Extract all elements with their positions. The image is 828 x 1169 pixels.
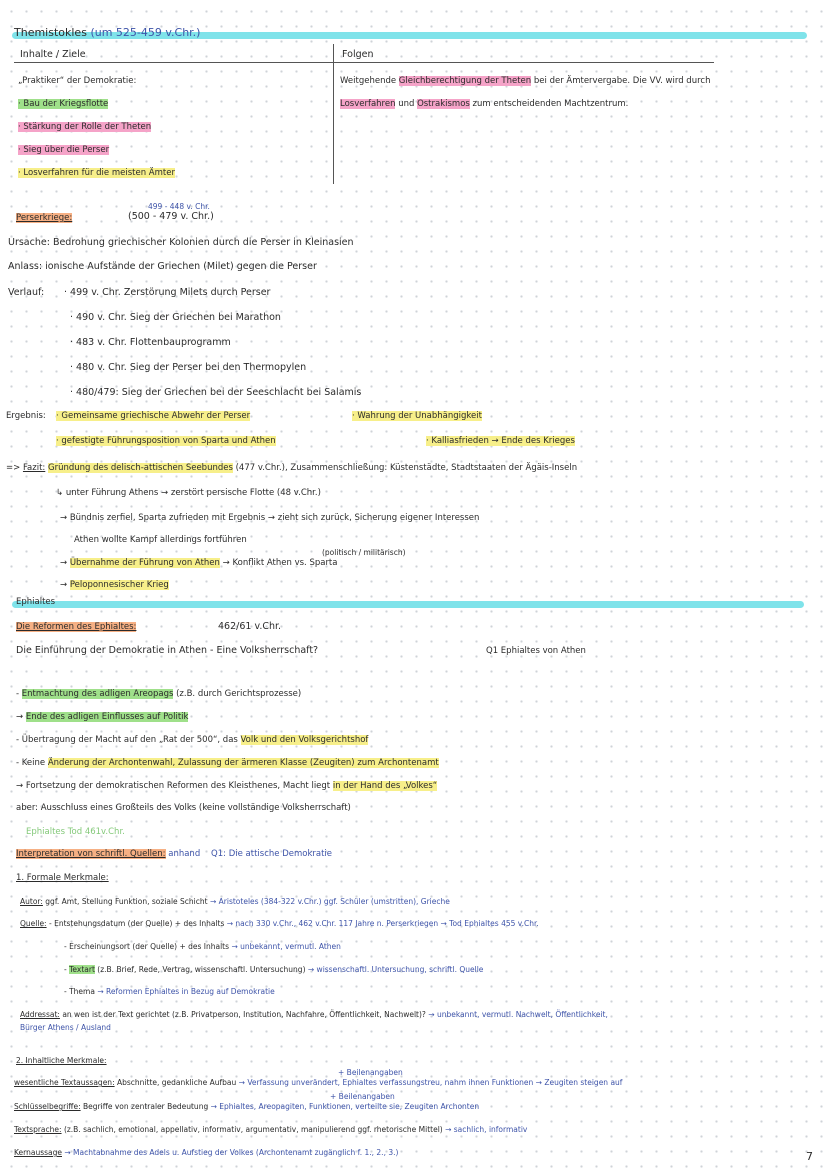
wesent-note: + Beilenangaben xyxy=(338,1068,403,1077)
perser-ursache: Ursache: Bedrohung griechischer Kolonien durch die Perser in Kleinasien xyxy=(8,237,354,248)
perser-ergebnis-1: · Gemeinsame griechische Abwehr der Perser xyxy=(56,411,251,421)
autor-line: Autor: ggf. Amt, Stellung Funktion, soziale Schicht → Aristoteles (384-322 v.Chr.) ggf. Schüler (umstritten), Grieche xyxy=(20,897,450,906)
quelle-line-3: - Textart (z.B. Brief, Rede, Vertrag, wissenschaftl. Untersuchung) → wissenschaftl. Untersuchung, schriftl. Quelle xyxy=(64,965,484,974)
ephialtes-item-3: - Übertragung der Macht auf den „Rat der 500“, das Volk und den Volksgerichtshof xyxy=(16,735,369,745)
perser-verlauf-label: Verlauf: xyxy=(8,287,45,298)
fazit-line-6: → Peloponnesischer Krieg xyxy=(60,580,169,590)
fazit-line-3: → Bündnis zerfiel, Sparta zufrieden mit Ergebnis → zieht sich zurück, Sicherung eigener Interessen xyxy=(60,513,480,523)
ephialtes-highlight-bar xyxy=(12,601,804,608)
sprache-line: Textsprache: (z.B. sachlich, emotional, appellativ, informativ, argumentativ, manipulierend ggf. rhetorische Mittel) → sachlich, informativ xyxy=(14,1125,528,1134)
perser-heading: Perserkriege: xyxy=(16,213,73,223)
ephialtes-item-1: - Entmachtung des adligen Areopags (z.B. durch Gerichtsprozesse) xyxy=(16,689,302,699)
fazit-line-5: → Übernahme der Führung von Athen → Konflikt Athen vs. Sparta xyxy=(60,558,338,568)
perser-ergebnis-2: · gefestigte Führungsposition von Sparta und Athen xyxy=(56,436,276,446)
fazit-line-4: Athen wollte Kampf allerdings fortführen xyxy=(74,535,247,545)
fazit-line-2: ↳ unter Führung Athens → zerstört persische Flotte (48 v.Chr.) xyxy=(56,488,321,498)
ephialtes-item-5: → Fortsetzung der demokratischen Reformen des Kleisthenes, Macht liegt in der Hand des „Volkes“ xyxy=(16,781,438,791)
ephialtes-reforms-dates: 462/61 v.Chr. xyxy=(218,621,282,632)
ephialtes-item-2: → Ende des adligen Einflusses auf Politik xyxy=(16,712,189,722)
inhalt-title: 2. Inhaltliche Merkmale: xyxy=(16,1056,107,1065)
table-header-left: Inhalte / Ziele xyxy=(20,49,86,60)
perser-verlauf-3: · 483 v. Chr. Flottenbauprogramm xyxy=(70,337,231,348)
table-right-line-1: Weitgehende Gleichberechtigung der Theten bei der Ämtervergabe. Die VV. wird durch xyxy=(340,76,711,86)
ephialtes-title: Ephialtes xyxy=(16,597,56,607)
interpretation-heading: Interpretation von schriftl. Quellen: anhand Q1: Die attische Demokratie xyxy=(16,849,332,859)
adressat-line: Addressat: an wen ist der Text gerichtet (z.B. Privatperson, Institution, Nachfahre, Öffentlichkeit, Nachwelt)? → unbekannt, vermutl. Nachwelt, Öffentlichkeit, Bürger Athens / Ausland xyxy=(20,1010,608,1032)
table-top-line xyxy=(14,62,714,63)
table-left-row-1: „Praktiker“ der Demokratie: xyxy=(18,76,137,86)
ephialtes-item-6: aber: Ausschluss eines Großteils des Volks (keine vollständige Volksherrschaft) xyxy=(16,803,351,813)
table-right-line-2: Losverfahren und Ostrakismos zum entscheidenden Machtzentrum. xyxy=(340,99,629,109)
schluessel-note: + Beilenangaben xyxy=(330,1092,395,1101)
table-left-row-3: · Stärkung der Rolle der Theten xyxy=(18,122,152,132)
ephialtes-item-4: - Keine Änderung der Archontenwahl, Zulassung der ärmeren Klasse (Zeugiten) zum Archontenamt xyxy=(16,758,439,768)
table-left-row-4: · Sieg über die Perser xyxy=(18,145,110,155)
table-left-row-2: · Bau der Kriegsflotte xyxy=(18,99,109,109)
perser-dates-small: 499 - 448 v. Chr. xyxy=(148,202,210,211)
ephialtes-intro-q: Q1 Ephialtes von Athen xyxy=(486,646,586,656)
perser-ergebnis-1b: · Wahrung der Unabhängigkeit xyxy=(352,411,482,421)
schluessel-line: Schlüsselbegriffe: Begriffe von zentraler Bedeutung → Ephialtes, Areopagiten, Funktionen, verteilte sie, Zeugiten Archonten xyxy=(14,1102,480,1111)
perser-verlauf-4: · 480 v. Chr. Sieg der Perser bei den Thermopylen xyxy=(70,362,307,373)
perser-verlauf-2: · 490 v. Chr. Sieg der Griechen bei Marathon xyxy=(70,312,281,323)
perser-ergebnis-label: Ergebnis: xyxy=(6,411,46,421)
fazit-line-5-note: (politisch / militärisch) xyxy=(322,548,406,557)
quelle-line-4: - Thema → Reformen Ephialtes in Bezug auf Demokratie xyxy=(64,987,275,996)
table-left-row-5: · Losverfahren für die meisten Ämter xyxy=(18,168,175,178)
formal-title: 1. Formale Merkmale: xyxy=(16,873,109,883)
ephialtes-tod: Ephialtes Tod 461v.Chr. xyxy=(26,827,125,837)
table-divider xyxy=(333,44,334,184)
page-number: 7 xyxy=(806,1150,813,1163)
ephialtes-intro: Die Einführung der Demokratie in Athen - Eine Volksherrschaft? xyxy=(16,645,319,656)
quelle-line-2: - Erscheinungsort (der Quelle) + des Inhalts → unbekannt, vermutl. Athen xyxy=(64,942,341,951)
wesent-line: wesentliche Textaussagen: Abschnitte, gedankliche Aufbau → Verfassung unverändert, Ephialtes verfassungstreu, nahm ihnen Funktionen → Zeugiten steigen auf xyxy=(14,1078,623,1087)
table-header-right: Folgen xyxy=(342,49,374,60)
kern-line: Kernaussage → Machtabnahme des Adels u. Aufstieg der Volkes (Archontenamt zugänglich f. 1., 2., 3.) xyxy=(14,1148,399,1157)
quelle-line-1: Quelle: - Entstehungsdatum (der Quelle) + des Inhalts → nach 330 v.Chr., 462 v.Chr. 117 Jahre n. Perserkriegen → Tod Ephialtes 455 v.Chr. xyxy=(20,919,539,928)
perser-anlass: Anlass: ionische Aufstände der Griechen (Milet) gegen die Perser xyxy=(8,261,317,272)
ephialtes-reforms-heading: Die Reformen des Ephialtes: xyxy=(16,622,137,632)
perser-verlauf-5: · 480/479: Sieg der Griechen bei der Seeschlacht bei Salamis xyxy=(70,387,362,398)
fazit-line-1: => Fazit: Gründung des delisch-attischen Seebundes (477 v.Chr.), Zusammenschließung: Küstenstädte, Stadtstaaten der Ägäis-Inseln xyxy=(6,463,578,473)
perser-dates: (500 - 479 v. Chr.) xyxy=(128,211,214,222)
perser-ergebnis-2b: · Kalliasfrieden → Ende des Krieges xyxy=(426,436,575,446)
page-title xyxy=(14,26,200,39)
title-text: Themistokles xyxy=(14,26,87,39)
title-dates: (um 525-459 v.Chr.) xyxy=(90,26,201,39)
perser-verlauf-1: · 499 v. Chr. Zerstörung Milets durch Perser xyxy=(64,287,271,298)
